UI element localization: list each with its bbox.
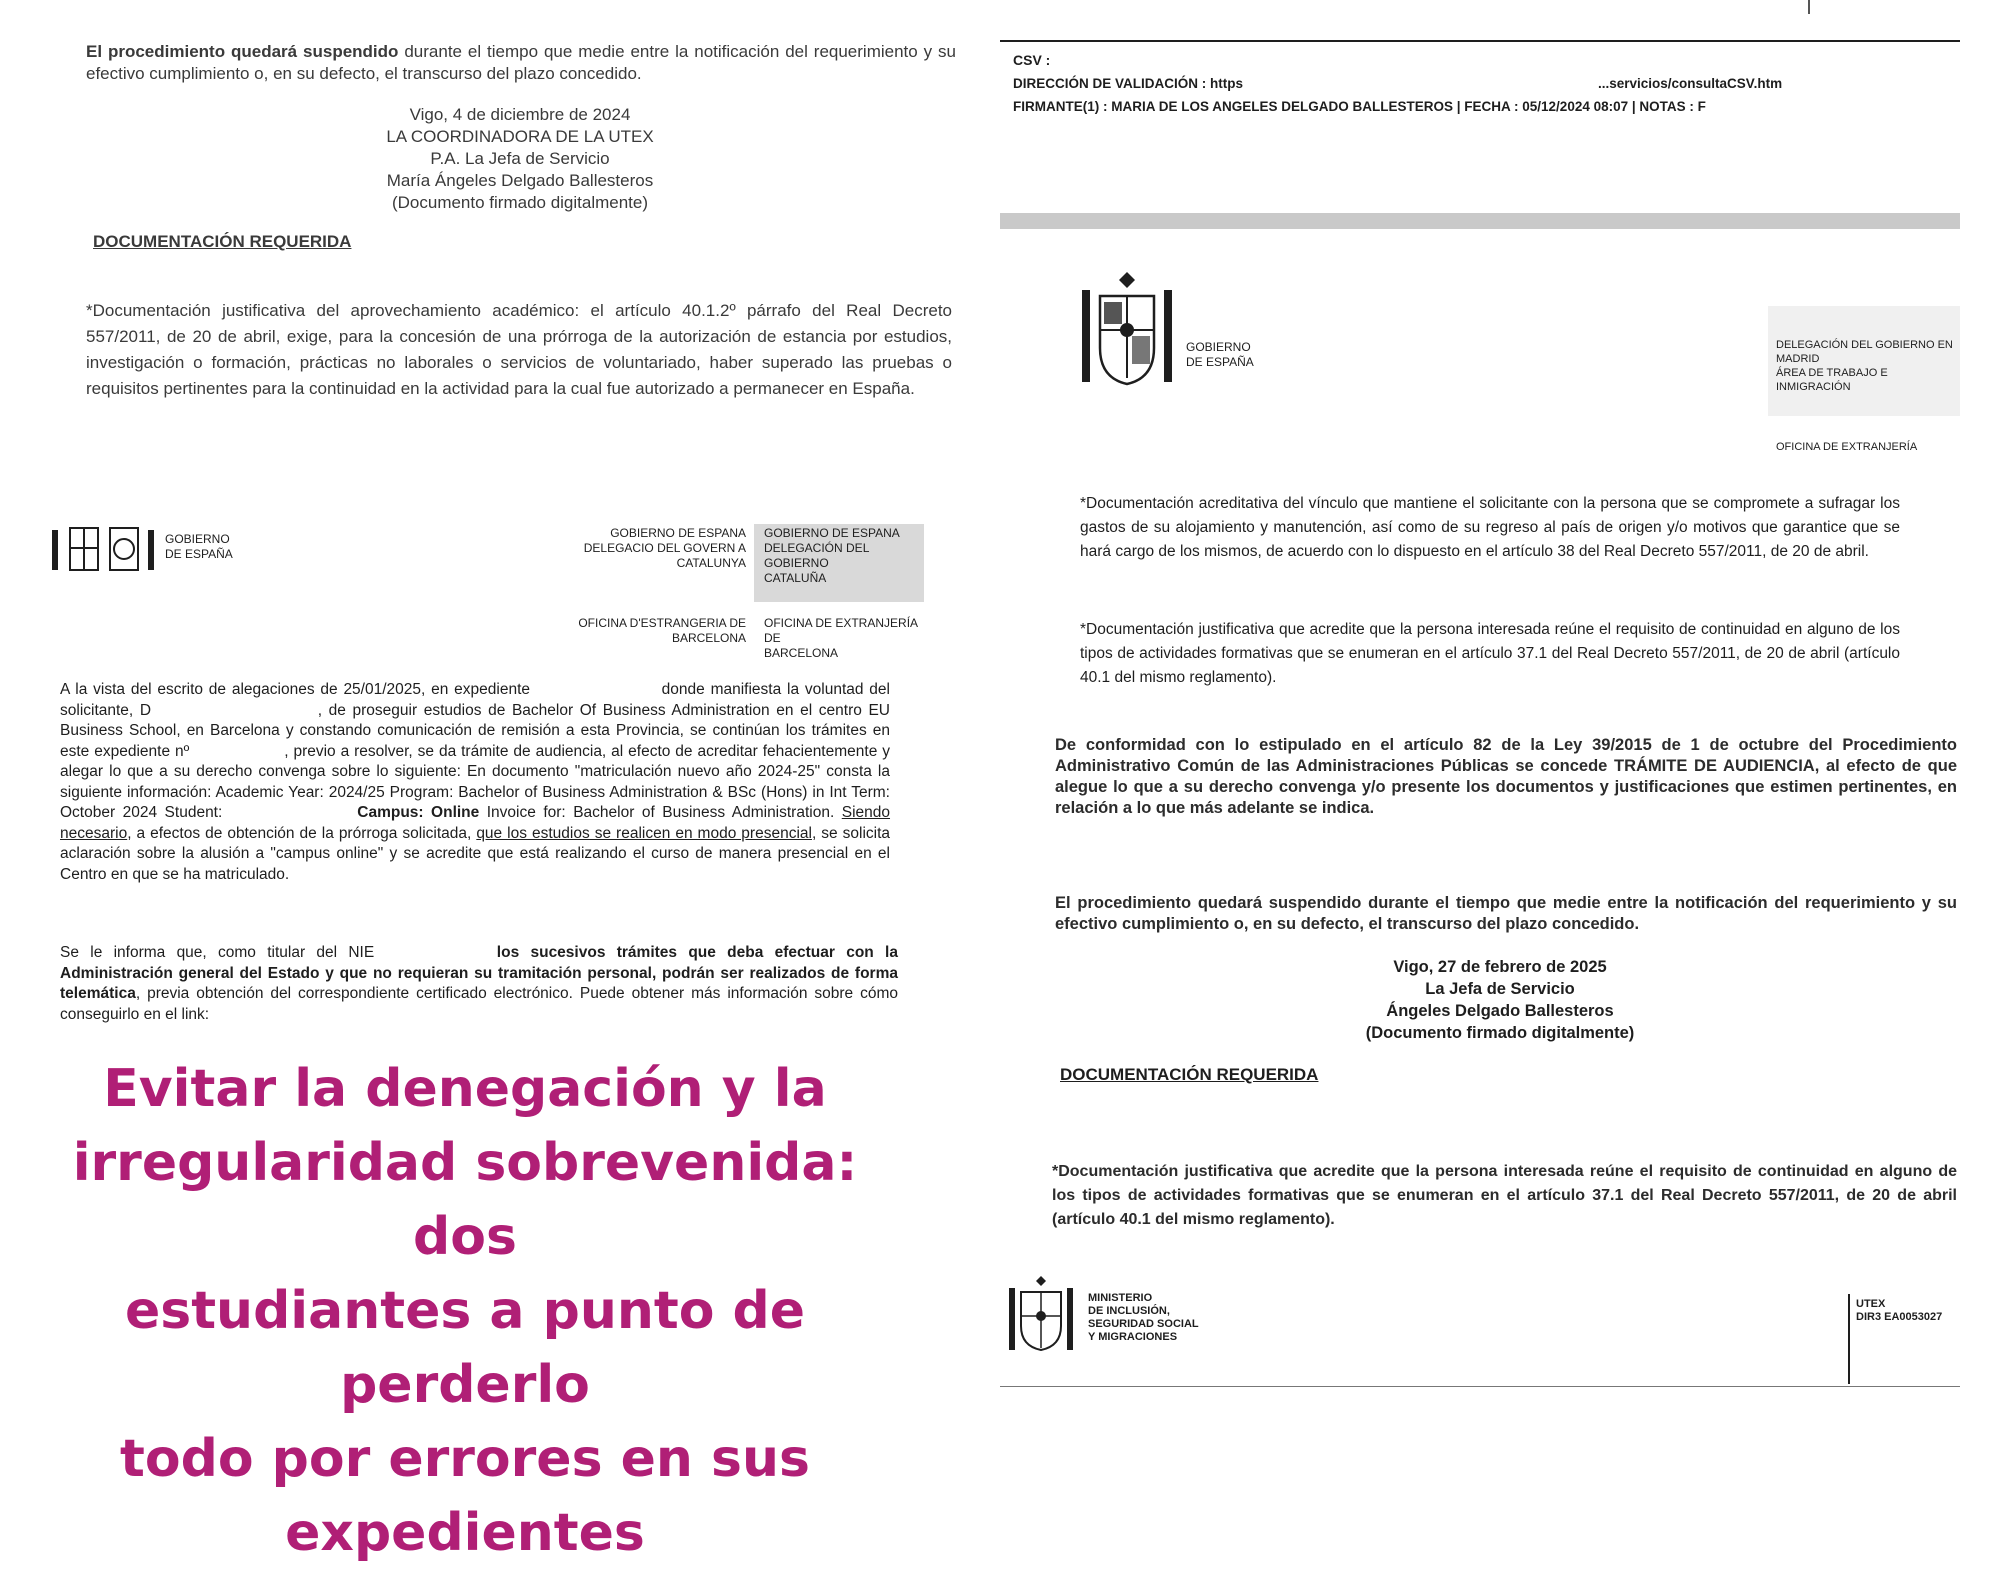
doc2-office1 [540,616,746,646]
doc2-office1-line2: BARCELONA [671,631,746,645]
doc2-delegation-col2 [764,526,924,586]
doc2-delegation-col1 [540,526,746,571]
doc2-gov-line1: GOBIERNO [165,532,230,546]
doc1-section-heading: DOCUMENTACIÓN REQUERIDA [93,232,352,251]
doc2-col1-line3: CATALUNYA [676,556,746,570]
doc4-deleg-line1: DELEGACIÓN DEL GOBIERNO EN [1776,339,1953,351]
doc2-col1-line1: GOBIERNO DE ESPANA [610,526,746,540]
doc3-top-rule [1000,40,1960,42]
doc2-p2-b: los sucesivos trámites que deba efectuar con la Administración general del Estado y que no requieran su tramitación personal, podrán ser realizados de forma telemática [60,944,898,1002]
headline-line-1: Evitar la denegación y la [103,1059,827,1119]
doc4-requirement1: *Documentación acreditativa del vínculo que mantiene el solicitante con la persona que se compromete a sufragar los gastos de su alojamiento y manutención, así como de su regreso al país de origen y/o motivos que garantice que se hará cargo de los mismos, de acuerdo con lo dispuesto en el artículo 38 del Real Decreto 557/2011, de 20 de abril. [1080,495,1900,560]
doc3-top-tick [1808,0,1810,14]
doc5-section-heading: DOCUMENTACIÓN REQUERIDA [1060,1065,1319,1084]
doc3-direccion [1013,76,1933,91]
doc2-office2-line2: BARCELONA [764,646,839,660]
doc5-utex-line1: UTEX [1856,1298,1886,1310]
doc2-p1-g: , se solicita aclaración sobre la alusión a "campus online" y se acredite que está realizando el curso de manera presencial en el Centro en que se ha matriculado. [60,824,891,883]
doc5-signature [1340,956,1660,1044]
doc2-p1-a: A la vista del escrito de alegaciones de 25/01/2025, en expediente [60,681,531,698]
doc5-ministry-line1: MINISTERIO [1088,1292,1153,1304]
doc1-sign-date: Vigo, 4 de diciembre de 2024 [409,105,631,124]
redacted-block [536,682,656,694]
doc4-gov-label [1186,340,1254,370]
doc5-suspension-bold: El procedimiento quedará suspendido [1055,894,1362,912]
redacted-block [230,805,350,817]
headline-line-4: todo por errores en sus [120,1429,810,1489]
doc5-ministry-line2: DE INCLUSIÓN, [1088,1305,1170,1317]
doc2-paragraph1 [60,680,890,885]
doc4-delegation [1776,338,1960,394]
redacted-block [194,744,284,756]
doc5-p1-b: , al efecto de que alegue lo que a su derecho convenga y/o presente los documentos y justificaciones que estimen pertinentes, en relación a lo que más adelante se indica. [1055,757,1957,817]
doc1-sign-note: (Documento firmado digitalmente) [391,193,649,212]
doc2-p1-f: , a efectos de obtención de la prórroga solicitada, [127,824,477,842]
doc5-sign-name: Ángeles Delgado Ballesteros [1386,1002,1614,1020]
headline-line-2: irregularidad sobrevenida: dos [72,1133,858,1267]
doc2-gov-line2: DE ESPAÑA [165,547,233,561]
doc2-p1-b: donde manifiesta la voluntad del solicitante, D [60,681,890,719]
doc5-sign-note: (Documento firmado digitalmente) [1365,1024,1635,1042]
doc5-sign-date: Vigo, 27 de febrero de 2025 [1393,958,1607,976]
headline [20,1052,910,1570]
doc1-sign-role: LA COORDINADORA DE LA UTEX [386,127,654,146]
coat-of-arms-icon [1005,1274,1077,1354]
doc1-suspension [86,41,956,85]
doc2-p1-d: , previo a resolver, se da trámite de audiencia, al efecto de acreditar fehacientemente y alegar lo que a su derecho convenga sobre lo siguiente: En documento "matriculación nuevo año 2024-25" consta la siguiente información: Academic Year: 2024/25 Program: Bachelor of Business Administration & BSc (Hons) in Int Term: October 2024 Student: [60,742,890,821]
doc4-office: OFICINA DE EXTRANJERÍA [1776,441,1918,453]
doc2-p1-e: Invoice for: Bachelor of Business Administration. [479,804,835,821]
doc2-col1-line2: DELEGACIO DEL GOVERN A [583,541,746,555]
doc3-firmante: FIRMANTE(1) : MARIA DE LOS ANGELES DELGADO BALLESTEROS | FECHA : 05/12/2024 08:07 | NOTAS : F [1013,99,1706,114]
doc5-utex-line2: DIR3 EA0053027 [1856,1311,1943,1323]
coat-of-arms-icon [50,524,160,576]
doc2-p1-campus: Campus: Online [357,804,480,821]
doc2-p2-a: Se le informa que, como titular del NIE [60,944,375,961]
doc1-requirement: *Documentación justificativa del aprovechamiento académico: el artículo 40.1.2º párrafo del Real Decreto 557/2011, de 20 de abril, exige, para la concesión de una prórroga de la autorización de estancia por estudios, investigación o formación, prácticas no laborales o servicios de voluntariado, haber superado las pruebas o requisitos pertinentes para la continuidad en la actividad para la cual fue autorizado a permanecer en España. [86,301,952,398]
doc3-direccion-end: ...servicios/consultaCSV.htm [1598,76,1783,91]
redacted-block [158,703,318,715]
doc2-col2-line1: GOBIERNO DE ESPANA [764,526,900,540]
doc2-office1-line1: OFICINA D'ESTRANGERIA DE [578,616,746,630]
doc4-gov-line1: GOBIERNO [1186,340,1251,354]
doc5-ministry-line3: SEGURIDAD SOCIAL [1088,1318,1199,1330]
scan-divider-bar [1000,213,1960,229]
doc5-requirement: *Documentación justificativa que acredite que la persona interesada reúne el requisito de continuidad en alguno de los tipos de actividades formativas que se enumeran en el artículo 37.1 del Real Decreto 557/2011, de 20 de abril (artículo 40.1 del mismo reglamento). [1052,1163,1957,1228]
doc5-utex [1856,1298,1942,1324]
doc5-p1-tramite: TRÁMITE DE AUDIENCIA [1614,757,1815,775]
doc5-ministry-line4: Y MIGRACIONES [1088,1331,1178,1343]
doc2-office2 [764,616,934,661]
coat-of-arms-icon [1074,268,1180,390]
doc3-direccion-start: DIRECCIÓN DE VALIDACIÓN : https [1013,76,1243,91]
doc5-paragraph1 [1055,735,1957,819]
doc5-suspension [1055,893,1957,935]
doc2-p1-c: , de proseguir estudios de Bachelor Of Business Administration en el centro EU Business School, en Barcelona y constando comunicación de remisión a esta Provincia, se continúan los trámites en este expediente nº [60,701,891,760]
doc5-bottom-rule [1000,1386,1960,1387]
doc2-p1-underline1: Siendo necesario [60,804,891,842]
doc5-suspension-rest: durante el tiempo que medie entre la notificación del requerimiento y su efectivo cumplimiento o, en su defecto, el transcurso del plazo concedido. [1055,894,1958,933]
doc2-p2-c: , previa obtención del correspondiente certificado electrónico. Puede obtener más información sobre cómo conseguirlo en el link: [60,985,898,1023]
doc2-paragraph2 [60,943,898,1023]
doc2-p1-underline2: que los estudios se realicen en modo presencial [476,824,812,842]
doc1-sign-name: María Ángeles Delgado Ballesteros [386,171,654,190]
headline-line-5: expedientes [285,1503,645,1563]
doc5-sign-role: La Jefa de Servicio [1425,980,1575,998]
doc2-col2-line2: DELEGACIÓN DEL GOBIERNO [764,541,869,570]
doc5-ministry [1088,1292,1199,1344]
doc2-col2-line3: CATALUÑA [764,571,827,585]
doc4-gov-line2: DE ESPAÑA [1186,355,1254,369]
doc5-vertical-rule [1848,1294,1850,1384]
headline-line-3: estudiantes a punto de perderlo [124,1281,806,1415]
doc4-requirement2: *Documentación justificativa que acredite que la persona interesada reúne el requisito de continuidad en alguno de los tipos de actividades formativas que se enumeran en el artículo 37.1 del Real Decreto 557/2011, de 20 de abril (artículo 40.1 del mismo reglamento). [1080,621,1900,686]
redacted-block [386,945,486,957]
doc2-gov-label [165,532,233,562]
doc1-signature [330,104,710,214]
doc1-suspension-bold: El procedimiento quedará suspendido [86,42,399,61]
doc1-suspension-rest: durante el tiempo que medie entre la notificación del requerimiento y su efectivo cumplimiento o, en su defecto, el transcurso del plazo concedido. [86,42,956,83]
doc4-deleg-line2: MADRID [1776,353,1820,365]
doc5-p1-a: De conformidad con lo estipulado en el artículo 82 de la Ley 39/2015 de 1 de octubre del Procedimiento Administrativo Común de las Administraciones Públicas se concede [1055,736,1957,775]
doc3-csv: CSV : [1013,52,1051,68]
doc4-deleg-line3: ÁREA DE TRABAJO E INMIGRACIÓN [1776,367,1888,393]
doc1-sign-pa: P.A. La Jefa de Servicio [430,149,610,168]
doc2-office2-line1: OFICINA DE EXTRANJERÍA DE [764,616,918,645]
